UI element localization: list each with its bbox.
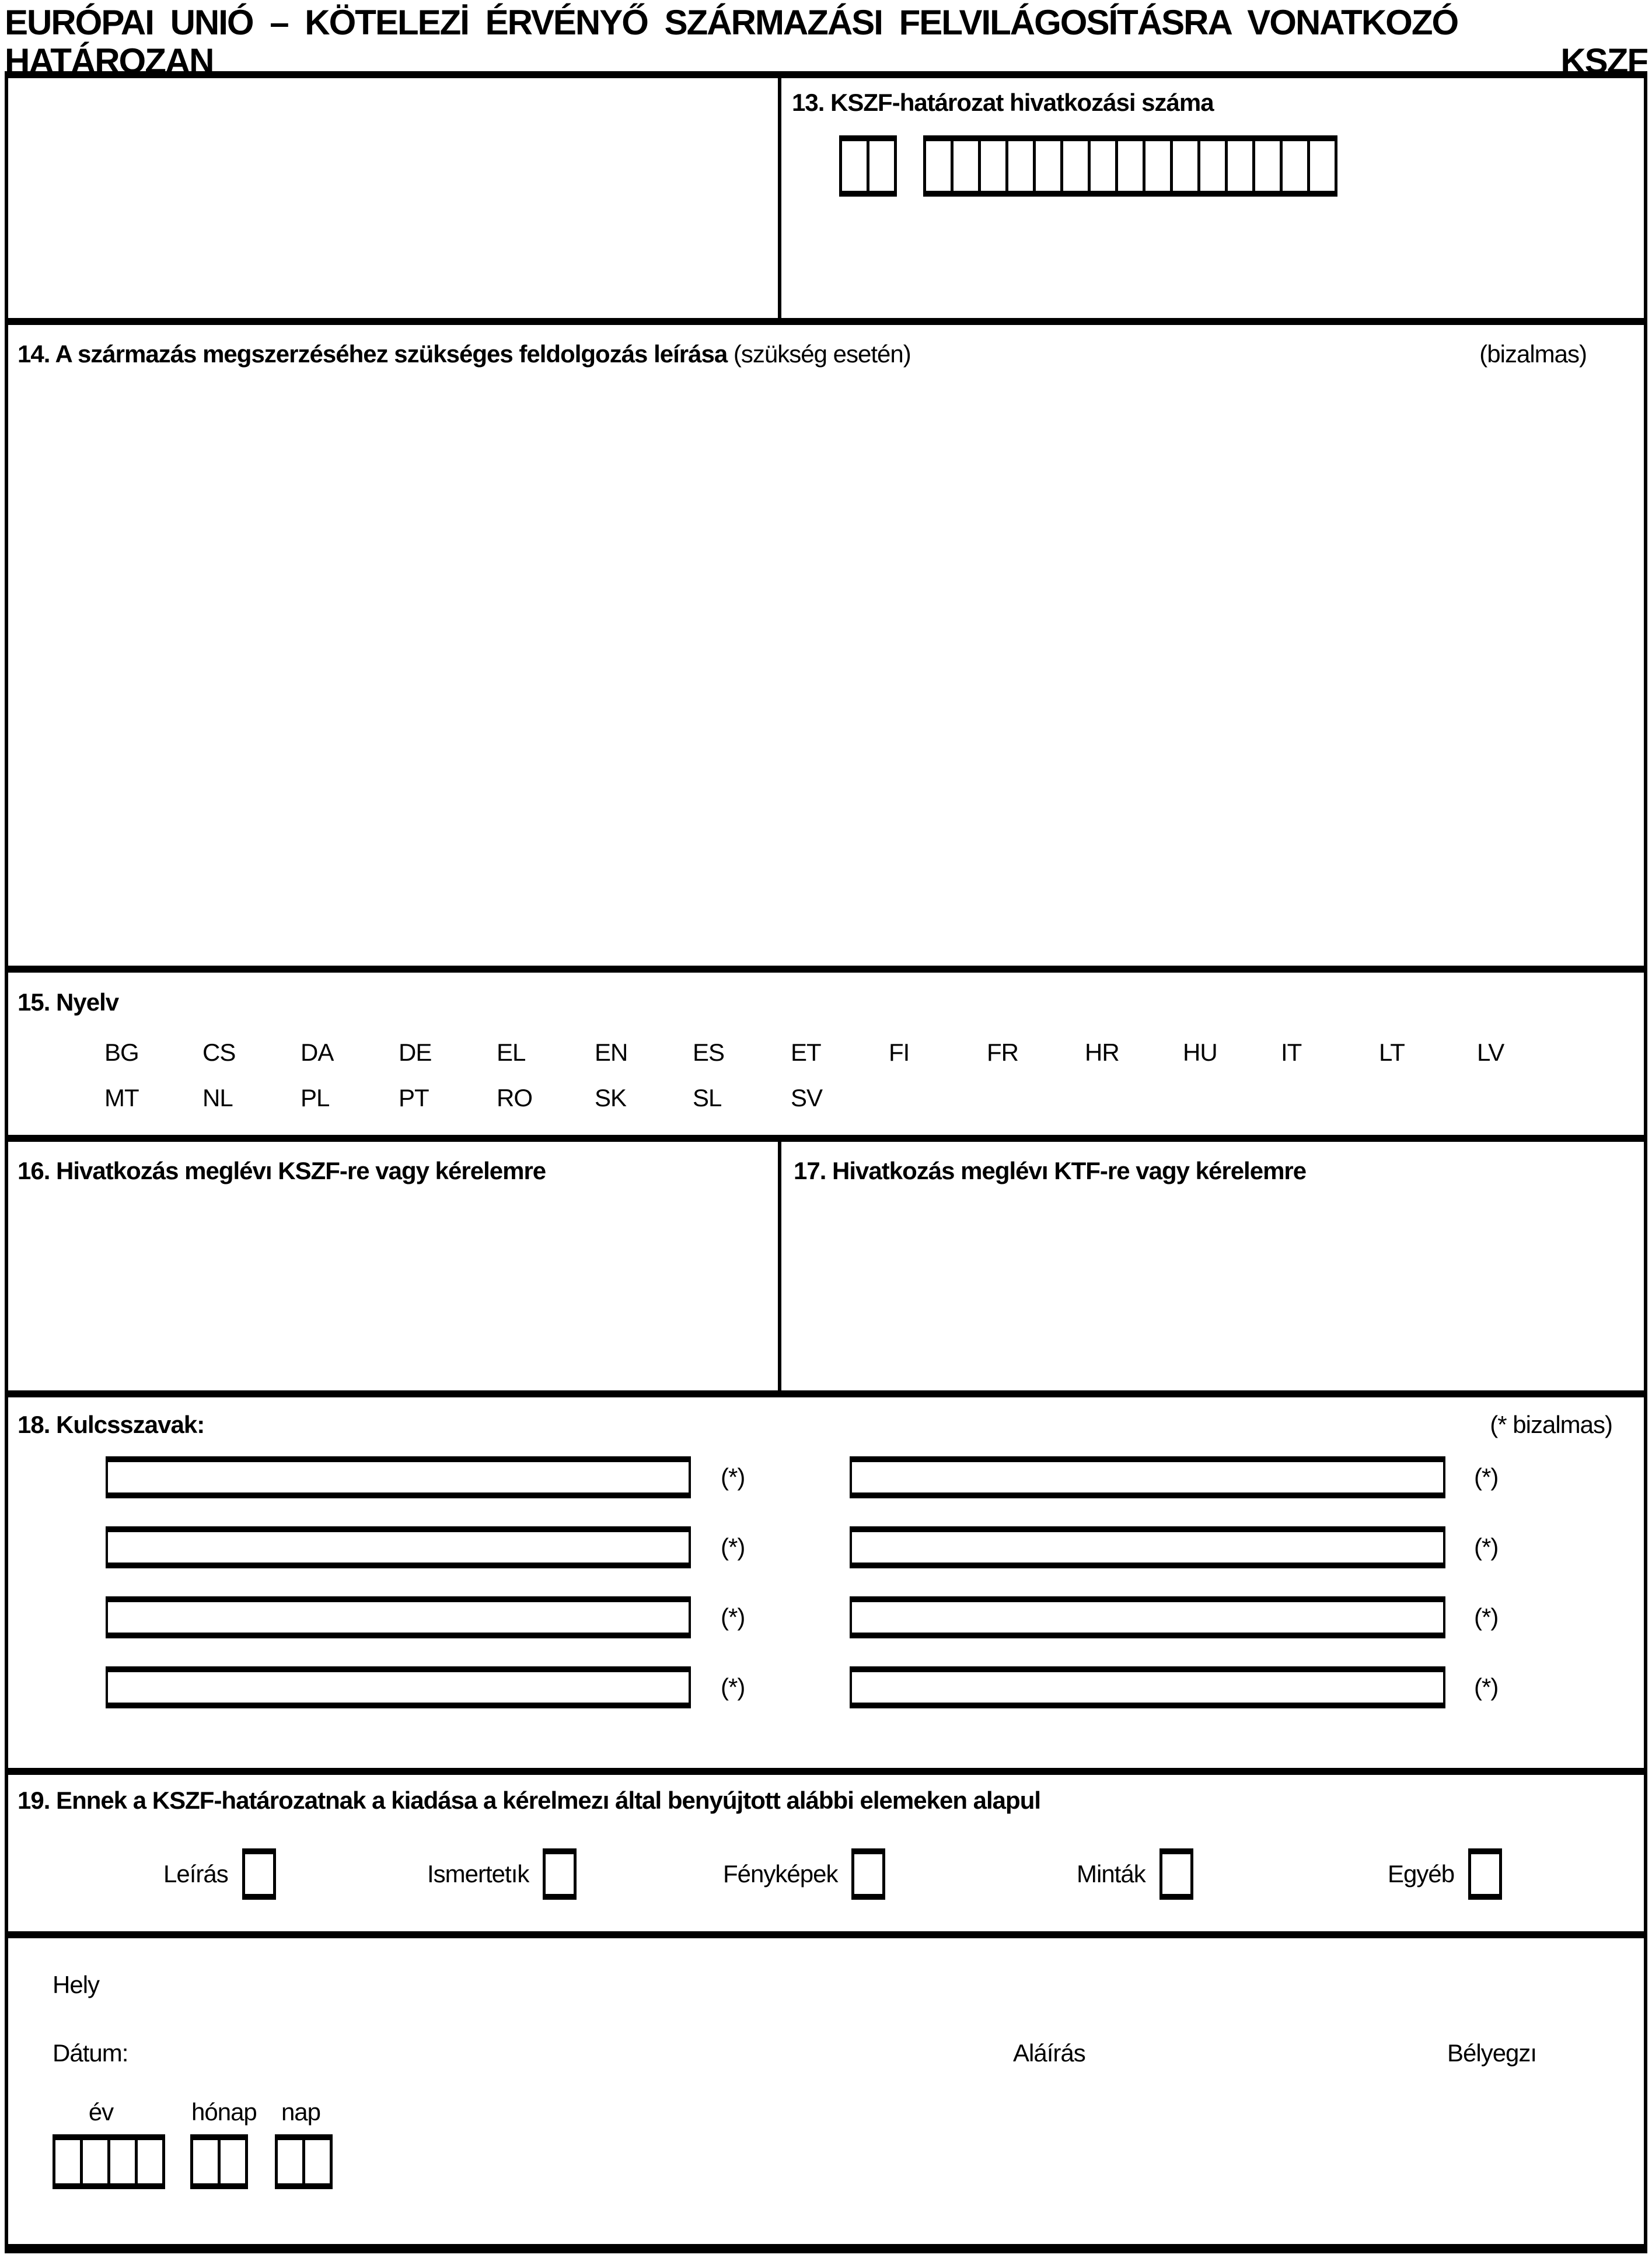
form-code: KSZF (1560, 41, 1647, 81)
character-cell[interactable] (1091, 141, 1118, 191)
character-cell[interactable] (1145, 141, 1173, 191)
form-title-line1: EURÓPAI UNIÓ – KÖTELEZİ ÉRVÉNYŐ SZÁRMAZÁSI FELVILÁGOSÍTÁSRA VONATKOZÓ (5, 3, 1458, 42)
language-code[interactable]: LV (1477, 1039, 1504, 1066)
language-code[interactable]: EN (595, 1039, 628, 1066)
character-cell[interactable] (1200, 141, 1228, 191)
photographs-checkbox[interactable] (851, 1848, 885, 1900)
basis-option-photographs (723, 1848, 885, 1900)
keyword-input[interactable] (106, 1526, 691, 1568)
language-code[interactable]: IT (1281, 1039, 1302, 1066)
language-code[interactable]: SV (791, 1084, 823, 1111)
basis-option-samples (1077, 1848, 1193, 1900)
language-code[interactable]: DA (301, 1039, 334, 1066)
option-label: Egyéb (1388, 1860, 1455, 1888)
language-code[interactable]: EL (497, 1039, 526, 1066)
description-checkbox[interactable] (242, 1848, 276, 1900)
character-cell[interactable] (55, 2140, 83, 2183)
character-cell[interactable] (1173, 141, 1200, 191)
option-label: Leírás (163, 1860, 228, 1888)
keyword-input[interactable] (850, 1596, 1445, 1638)
keyword-star: (*) (721, 1533, 745, 1561)
keyword-input[interactable] (106, 1456, 691, 1498)
language-code[interactable]: NL (202, 1084, 233, 1111)
character-cell[interactable] (110, 2140, 138, 2183)
section18-confidential: (* bizalmas) (1490, 1411, 1612, 1438)
language-code[interactable]: DE (399, 1039, 432, 1066)
language-code[interactable]: RO (497, 1084, 532, 1111)
section15-label: 15. Nyelv (18, 988, 119, 1016)
option-label: Minták (1077, 1860, 1145, 1888)
option-label: Ismertetık (427, 1860, 529, 1888)
character-cell[interactable] (926, 141, 954, 191)
language-code[interactable]: LT (1379, 1039, 1405, 1066)
language-row-1 (104, 1039, 1575, 1067)
section14-label-note: (szükség esetén) (733, 340, 911, 368)
form-title-line2: HATÁROZAN (5, 41, 214, 81)
character-cell[interactable] (981, 141, 1008, 191)
character-cell[interactable] (1283, 141, 1310, 191)
language-code[interactable]: MT (104, 1084, 139, 1111)
decision-ref-number-box[interactable] (923, 135, 1337, 197)
language-code[interactable]: ES (693, 1039, 725, 1066)
language-code[interactable]: BG (104, 1039, 139, 1066)
row-separator (5, 1768, 1647, 1775)
row-separator (5, 318, 1647, 325)
section14-label (18, 340, 911, 368)
row-separator (5, 1931, 1647, 1938)
stamp-label: Bélyegzı (1447, 2039, 1537, 2067)
basis-option-other (1388, 1848, 1502, 1900)
other-checkbox[interactable] (1468, 1848, 1502, 1900)
place-label: Hely (53, 1971, 100, 1998)
keyword-input[interactable] (850, 1456, 1445, 1498)
keyword-star: (*) (1474, 1673, 1499, 1701)
section18-label: 18. Kulcsszavak: (18, 1411, 205, 1438)
column-divider (778, 1142, 781, 1390)
character-cell[interactable] (1063, 141, 1091, 191)
section16-label: 16. Hivatkozás meglévı KSZF-re vagy kérelemre (18, 1157, 546, 1184)
section19-label: 19. Ennek a KSZF-határozatnak a kiadása a kérelmezı által benyújtott alábbi elemeken alapul (18, 1787, 1041, 1814)
language-code[interactable]: HR (1085, 1039, 1119, 1066)
keyword-star: (*) (721, 1463, 745, 1491)
section13-label: 13. KSZF-határozat hivatkozási száma (792, 89, 1214, 116)
section17-label: 17. Hivatkozás meglévı KTF-re vagy kérelemre (794, 1157, 1307, 1184)
character-cell[interactable] (1036, 141, 1063, 191)
character-cell[interactable] (869, 141, 894, 191)
keyword-input[interactable] (106, 1666, 691, 1708)
language-row-2 (104, 1084, 889, 1112)
samples-checkbox[interactable] (1159, 1848, 1193, 1900)
section14-confidential: (bizalmas) (1479, 340, 1587, 368)
basis-option-description (163, 1848, 276, 1900)
character-cell[interactable] (954, 141, 981, 191)
language-code[interactable]: CS (202, 1039, 236, 1066)
keyword-input[interactable] (850, 1666, 1445, 1708)
keyword-star: (*) (1474, 1603, 1499, 1631)
language-code[interactable]: PL (301, 1084, 330, 1111)
year-label: év (88, 2098, 114, 2126)
option-label: Fényképek (723, 1860, 838, 1888)
character-cell[interactable] (1310, 141, 1335, 191)
day-label: nap (281, 2098, 321, 2126)
row-separator (5, 1135, 1647, 1142)
column-divider (778, 78, 781, 318)
keyword-star: (*) (1474, 1463, 1499, 1491)
language-code[interactable]: PT (399, 1084, 429, 1111)
character-cell[interactable] (305, 2140, 330, 2183)
keyword-input[interactable] (850, 1526, 1445, 1568)
character-cell[interactable] (278, 2140, 305, 2183)
month-label: hónap (191, 2098, 257, 2126)
language-code[interactable]: ET (791, 1039, 821, 1066)
keyword-star: (*) (1474, 1533, 1499, 1561)
signature-label: Aláírás (1013, 2039, 1085, 2067)
language-code[interactable]: SL (693, 1084, 722, 1111)
language-code[interactable]: SK (595, 1084, 627, 1111)
keyword-input[interactable] (106, 1596, 691, 1638)
character-cell[interactable] (1118, 141, 1145, 191)
language-code[interactable]: FI (889, 1039, 910, 1066)
language-code[interactable]: FR (987, 1039, 1018, 1066)
day-input-box[interactable] (275, 2134, 333, 2189)
character-cell[interactable] (842, 141, 869, 191)
character-cell[interactable] (193, 2140, 221, 2183)
brochures-checkbox[interactable] (543, 1848, 577, 1900)
character-cell[interactable] (83, 2140, 110, 2183)
row-separator (5, 966, 1647, 973)
date-label: Dátum: (53, 2039, 128, 2067)
keyword-star: (*) (721, 1603, 745, 1631)
row-separator (5, 1390, 1647, 1397)
year-input-box[interactable] (53, 2134, 165, 2189)
language-code[interactable]: HU (1183, 1039, 1217, 1066)
character-cell[interactable] (1228, 141, 1255, 191)
character-cell[interactable] (221, 2140, 245, 2183)
character-cell[interactable] (1255, 141, 1283, 191)
character-cell[interactable] (138, 2140, 162, 2183)
month-input-box[interactable] (190, 2134, 248, 2189)
keyword-star: (*) (721, 1673, 745, 1701)
character-cell[interactable] (1008, 141, 1036, 191)
basis-option-brochures (427, 1848, 577, 1900)
section14-label-main: 14. A származás megszerzéséhez szükséges feldolgozás leírása (18, 340, 728, 368)
decision-ref-country-box[interactable] (839, 135, 897, 197)
